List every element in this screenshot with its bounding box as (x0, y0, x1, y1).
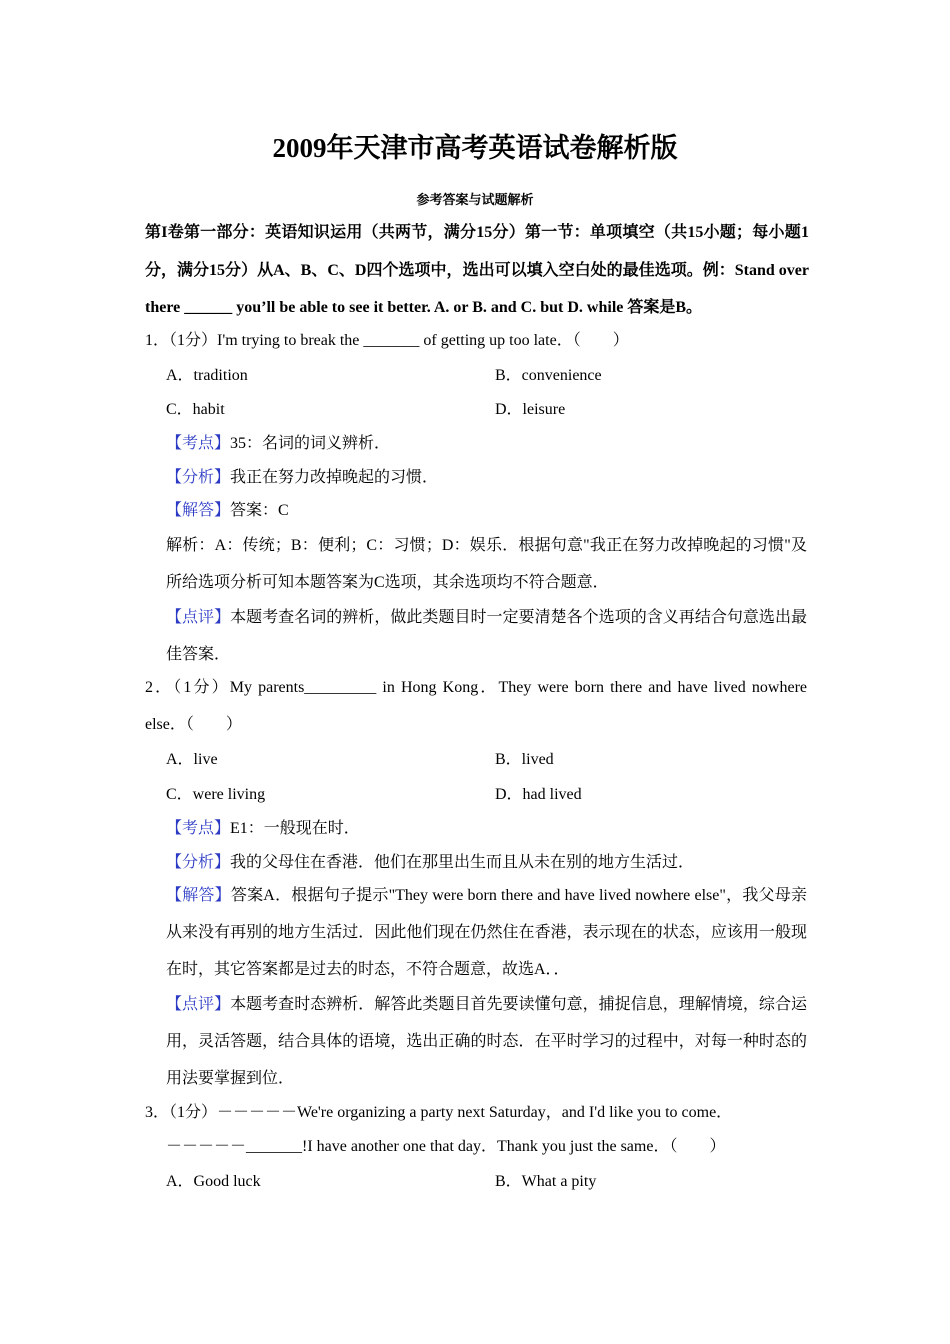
question-1-option-d: D．leisure (495, 401, 566, 418)
section-intro: 第I卷第一部分：英语知识运用（共两节，满分15分）第一节：单项填空（共15小题；每小题1分，满分15分）从A、B、C、D四个选项中，选出可以填入空白处的最佳选项。例：Stand over there ______ you’ll be able to see it better. A. or B. and C. but D. while 答案是B。 (145, 224, 809, 316)
jieda-tag: 【解答】 (166, 502, 231, 519)
fenxi-text: 我正在努力改掉晚起的习惯． (230, 469, 439, 486)
fenxi-text: 我的父母住在香港．他们在那里出生而且从未在别的地方生活过． (230, 854, 695, 871)
question-2-kaodian (166, 818, 360, 840)
question-1-jieda (166, 500, 289, 522)
jieda-text: 答案：C (230, 502, 289, 519)
question-3-option-a: A．Good luck (166, 1173, 261, 1190)
question-2-fenxi (166, 852, 694, 874)
dianping-text: 本题考查名词的辨析，做此类题目时一定要清楚各个选项的含义再结合句意选出最佳答案． (166, 609, 807, 663)
question-1-kaodian (166, 433, 390, 455)
jieda-tag: 【解答】 (166, 887, 231, 904)
question-1-option-b: B．convenience (495, 367, 602, 384)
dianping-tag: 【点评】 (166, 609, 231, 626)
kaodian-tag: 【考点】 (166, 435, 231, 452)
kaodian-tag: 【考点】 (166, 820, 231, 837)
kaodian-text: 35：名词的词义辨析． (230, 435, 391, 452)
question-2-option-b: B．lived (495, 751, 554, 768)
question-1-stem: 1．（1分）I'm trying to break the _______ of getting up too late．（ ） (145, 332, 629, 349)
dianping-tag: 【点评】 (166, 996, 231, 1013)
question-2-option-a: A．live (166, 751, 218, 768)
kaodian-text: E1：一般现在时． (230, 820, 360, 837)
dianping-text: 本题考查时态辨析．解答此类题目首先要读懂句意，捕捉信息，理解情境，综合运用，灵活答题，结合具体的语境，选出正确的时态．在平时学习的过程中，对每一种时态的用法要掌握到位． (166, 996, 807, 1087)
page-subtitle: 参考答案与试题解析 (416, 192, 534, 207)
question-2-option-c: C．were living (166, 786, 266, 803)
question-1-jiexi: 解析：A：传统；B：便利；C：习惯；D：娱乐．根据句意"我正在努力改掉晚起的习惯"及所给选项分析可知本题答案为C选项，其余选项均不符合题意． (166, 537, 807, 591)
question-2-jieda (166, 877, 807, 988)
question-1-option-a: A．tradition (166, 367, 248, 384)
fenxi-tag: 【分析】 (166, 854, 231, 871)
question-1-option-c: C．habit (166, 401, 225, 418)
jieda-text: 答案A．根据句子提示"They were born there and have lived nowhere else"，我父母亲从来没有再别的地方生活过．因此他们现在仍然住在香港，表示现在的状态，应该用一般现在时，其它答案都是过去的时态，不符合题意，故选A．． (166, 887, 807, 978)
question-2-dianping (166, 986, 807, 1097)
question-3-option-b: B．What a pity (495, 1173, 597, 1190)
question-2-stem: 2．（1分）My parents_________ in Hong Kong．They were born there and have lived nowhere else．（ ） (145, 679, 807, 733)
question-3-stem-reply: －－－－－_______!I have another one that day．Thank you just the same．（ ） (166, 1138, 726, 1155)
question-1-fenxi (166, 467, 438, 489)
question-1-dianping (166, 599, 807, 673)
question-3-stem: 3．（1分）－－－－－We're organizing a party next Saturday，and I'd like you to come． (145, 1104, 733, 1121)
page-title: 2009年天津市高考英语试卷解析版 (272, 133, 678, 163)
question-2-option-d: D．had lived (495, 786, 582, 803)
fenxi-tag: 【分析】 (166, 469, 231, 486)
